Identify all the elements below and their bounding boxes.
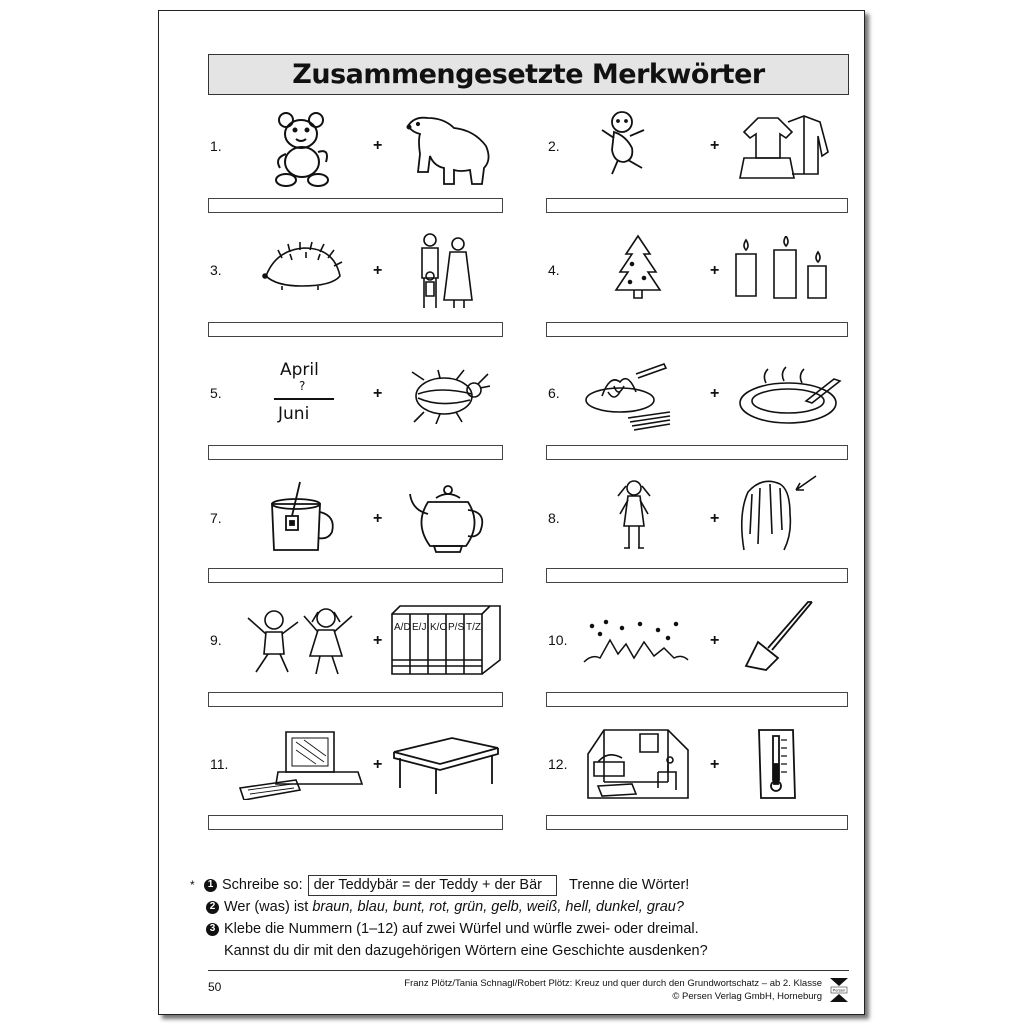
credit-line-1: Franz Plötz/Tania Schnagl/Robert Plötz: Kreuz und quer durch den Grundwortschatz – ab 2. Klasse [404,978,822,989]
instruction-prefix: Wer (was) ist [224,899,309,915]
book-spine-label: T/Z [466,622,481,633]
answer-field-3[interactable] [208,322,503,337]
credit-line-2: © Persen Verlag GmbH, Horneburg [672,991,822,1002]
bedroom-picture [584,728,694,800]
answer-field-5[interactable] [208,445,503,460]
bullet-number-3: 3 [206,923,219,936]
plus-sign: + [710,262,720,279]
tea-cup-picture [268,476,338,556]
item-number-6: 6. [548,385,560,401]
plus-sign: + [373,510,383,527]
fraction-line [274,398,334,400]
bullet-number-1: 1 [204,879,217,892]
teddy-bear-picture [272,110,334,190]
item-number-11: 11. [210,756,229,772]
children-picture [244,604,362,676]
hedgehog-picture [262,240,344,292]
book-spine-label: K/O [430,622,448,633]
book-spine-label: P/S [448,622,465,633]
item-number-9: 9. [210,632,222,648]
bullet-number-2: 2 [206,901,219,914]
answer-field-7[interactable] [208,568,503,583]
plus-sign: + [373,137,383,154]
answer-field-12[interactable] [546,815,848,830]
answer-field-6[interactable] [546,445,848,460]
item-number-8: 8. [548,510,560,526]
family-picture [414,230,476,310]
answer-field-2[interactable] [546,198,848,213]
answer-field-4[interactable] [546,322,848,337]
star-marker: * [190,878,195,892]
beetle-picture [404,368,490,424]
plus-sign: + [373,385,383,402]
girl-picture [614,478,654,552]
item-number-12: 12. [548,756,568,772]
answer-field-11[interactable] [208,815,503,830]
shovel-picture [742,600,816,672]
soup-plate-picture [736,365,844,427]
instruction-step-3 [192,918,708,940]
plus-sign: + [710,510,720,527]
instruction-text: Kannst du dir mit den dazugehörigen Wörtern eine Geschichte ausdenken? [224,943,708,959]
footer-divider [208,970,849,971]
polar-bear-picture [404,112,492,187]
plus-sign: + [373,632,383,649]
teapot-picture [406,484,490,556]
clothes-picture [738,112,830,182]
juni-label: Juni [278,404,310,424]
instruction-step-2 [192,896,708,918]
item-number-7: 7. [210,510,222,526]
answer-field-10[interactable] [546,692,848,707]
item-number-5: 5. [210,385,222,401]
answer-field-1[interactable] [208,198,503,213]
logo-text: Persen [832,987,846,993]
plus-sign: + [710,632,720,649]
hair-picture [738,474,818,554]
april-juni-text-picture [274,360,334,430]
spaghetti-picture [584,362,672,432]
credits [404,977,822,1003]
plus-sign: + [710,137,720,154]
item-number-3: 3. [210,262,222,278]
plus-sign: + [373,262,383,279]
answer-field-8[interactable] [546,568,848,583]
candles-picture [730,236,830,302]
item-number-10: 10. [548,632,568,648]
thermometer-picture [757,728,799,802]
book-spine-label: A/D [394,622,411,633]
item-number-1: 1. [210,138,222,154]
publisher-logo-icon [830,978,848,1002]
page-number: 50 [208,980,222,994]
book-spine-label: E/J [412,622,427,633]
instruction-suffix: Trenne die Wörter! [569,877,690,893]
instructions [192,874,708,962]
answer-field-9[interactable] [208,692,503,707]
question-mark: ? [299,379,306,393]
plus-sign: + [373,756,383,773]
computer-picture [238,728,364,800]
page-title: Zusammengesetzte Merkwörter [292,59,765,90]
plus-sign: + [710,756,720,773]
encyclopedia-books-picture [388,604,506,676]
color-words: braun, blau, bunt, rot, grün, gelb, weiß, hell, dunkel, grau? [312,899,684,915]
snow-picture [582,618,690,664]
instruction-text: Klebe die Nummern (1–12) auf zwei Würfel und würfle zwei- oder dreimal. [224,921,699,937]
plus-sign: + [710,385,720,402]
title-banner [208,54,849,95]
item-number-2: 2. [548,138,560,154]
baby-picture [598,108,658,178]
instruction-prefix: Schreibe so: [222,877,303,893]
april-label: April [280,360,319,380]
example-box: der Teddybär = der Teddy + der Bär [308,875,557,896]
instruction-step-3-continued [192,940,708,962]
item-number-4: 4. [548,262,560,278]
table-picture [392,736,500,796]
instruction-step-1 [192,874,708,896]
christmas-tree-picture [612,232,664,302]
